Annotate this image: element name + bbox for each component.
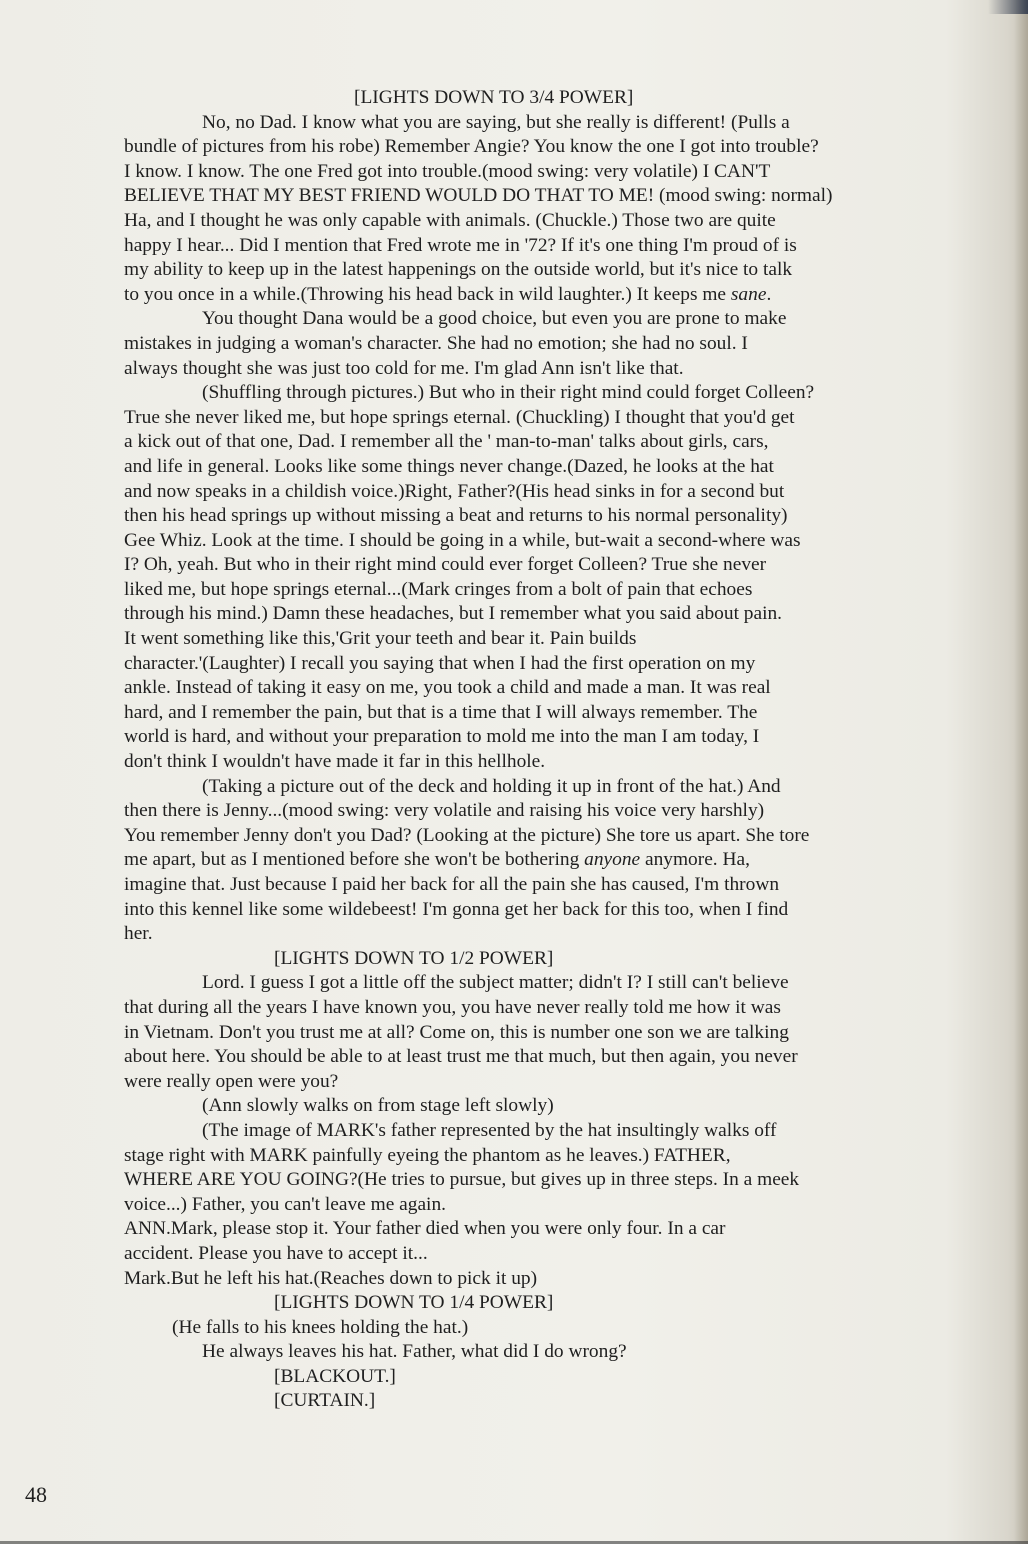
text-line: ANN.Mark, please stop it. Your father died when you were only four. In a car [124, 1218, 726, 1240]
text-line: accident. Please you have to accept it... [124, 1242, 428, 1264]
text-line: mistakes in judging a woman's character. She had no emotion; she had no soul. I [124, 332, 748, 354]
italic-word: sane [730, 283, 767, 305]
stage-cue: [LIGHTS DOWN TO 1/2 POWER] [274, 947, 554, 969]
stage-direction: (He falls to his knees holding the hat.) [172, 1316, 469, 1338]
text-span: . [766, 283, 772, 305]
text-line: then there is Jenny...(mood swing: very volatile and raising his voice very harshly) [124, 800, 765, 822]
stage-direction: (The image of MARK's father represented by the hat insultingly walks off [202, 1119, 777, 1141]
page-edge-shadow [1014, 0, 1028, 1544]
text-line: a kick out of that one, Dad. I remember all the ' man-to-man' talks about girls, cars, [124, 431, 769, 453]
text-line: voice...) Father, you can't leave me again. [124, 1193, 446, 1215]
text-line: into this kennel like some wildebeest! I'm gonna get her back for this too, when I find [124, 898, 789, 920]
text-line [124, 283, 954, 308]
text-line: and now speaks in a childish voice.)Right, Father?(His head sinks in for a second but [124, 480, 785, 502]
text-line: that during all the years I have known you, you have never really told me how it was [124, 996, 781, 1018]
page-number: 48 [25, 1482, 47, 1507]
script-text [124, 86, 954, 1414]
stage-cue: [LIGHTS DOWN TO 3/4 POWER] [354, 87, 634, 108]
text-line: Mark.But he left his hat.(Reaches down to pick it up) [124, 1267, 538, 1289]
text-line: through his mind.) Damn these headaches, but I remember what you said about pain. [124, 603, 783, 625]
text-line: always thought she was just too cold for me. I'm glad Ann isn't like that. [124, 357, 684, 379]
text-line: True she never liked me, but hope springs eternal. (Chuckling) I thought that you'd get [124, 406, 795, 428]
italic-word: anyone [584, 849, 641, 871]
text-line: WHERE ARE YOU GOING?(He tries to pursue, but gives up in three steps. In a meek [124, 1169, 800, 1191]
text-line: in Vietnam. Don't you trust me at all? Come on, this is number one son we are talking [124, 1021, 789, 1043]
text-line: her. [124, 923, 153, 945]
text-line: hard, and I remember the pain, but that is a time that I will always remember. The [124, 701, 758, 723]
text-line: bundle of pictures from his robe) Remember Angie? You know the one I got into trouble? [124, 136, 819, 158]
text-line: I know. I know. The one Fred got into trouble.(mood swing: very volatile) I CAN'T [124, 160, 771, 182]
scan-corner-mark [988, 0, 1028, 14]
text-line: ankle. Instead of taking it easy on me, you took a child and made a man. It was real [124, 677, 771, 699]
text-line: were really open were you? [124, 1070, 339, 1092]
text-line: then his head springs up without missing a beat and returns to his normal personality) [124, 505, 788, 527]
text-line: world is hard, and without your preparation to mold me into the man I am today, I [124, 726, 760, 748]
text-line: stage right with MARK painfully eyeing the phantom as he leaves.) FATHER, [124, 1144, 731, 1166]
text-line: No, no Dad. I know what you are saying, but she really is different! (Pulls a [202, 111, 790, 133]
text-line: BELIEVE THAT MY BEST FRIEND WOULD DO THAT TO ME! (mood swing: normal) [124, 185, 833, 207]
text-line: (Taking a picture out of the deck and holding it up in front of the hat.) And [202, 775, 781, 797]
text-line: liked me, but hope springs eternal...(Mark cringes from a bolt of pain that echoes [124, 578, 753, 600]
text-line: He always leaves his hat. Father, what did I do wrong? [202, 1341, 627, 1363]
text-line: You remember Jenny don't you Dad? (Looking at the picture) She tore us apart. She tore [124, 824, 810, 846]
text-line: It went something like this,'Grit your teeth and bear it. Pain builds [124, 628, 637, 650]
text-line: about here. You should be able to at least trust me that much, but then again, you never [124, 1046, 798, 1068]
text-line: don't think I wouldn't have made it far in this hellhole. [124, 751, 546, 773]
text-line: imagine that. Just because I paid her back for all the pain she has caused, I'm thrown [124, 874, 780, 895]
text-line: (Shuffling through pictures.) But who in their right mind could forget Colleen? [202, 382, 815, 404]
text-span: me apart, but as I mentioned before she won't be bothering [124, 849, 585, 871]
stage-cue: [BLACKOUT.] [274, 1365, 396, 1387]
stage-cue: [CURTAIN.] [274, 1390, 376, 1412]
text-line [124, 848, 954, 873]
stage-cue: [LIGHTS DOWN TO 1/4 POWER] [274, 1292, 554, 1314]
text-line: Lord. I guess I got a little off the subject matter; didn't I? I still can't believe [202, 972, 789, 994]
text-span: to you once in a while.(Throwing his head back in wild laughter.) It keeps me [124, 283, 731, 305]
text-line: You thought Dana would be a good choice, but even you are prone to make [202, 308, 787, 330]
stage-direction: (Ann slowly walks on from stage left slowly) [202, 1095, 554, 1117]
text-line: I? Oh, yeah. But who in their right mind could ever forget Colleen? True she never [124, 554, 767, 576]
text-line: character.'(Laughter) I recall you saying that when I had the first operation on my [124, 652, 756, 674]
text-line: my ability to keep up in the latest happenings on the outside world, but it's nice to talk [124, 259, 793, 281]
text-span: anymore. Ha, [640, 849, 750, 871]
text-line: Gee Whiz. Look at the time. I should be going in a while, but-wait a second-where was [124, 529, 801, 551]
text-line: happy I hear... Did I mention that Fred wrote me in '72? If it's one thing I'm proud of is [124, 234, 797, 256]
text-line: Ha, and I thought he was only capable with animals. (Chuckle.) Those two are quite [124, 209, 776, 231]
text-line: and life in general. Looks like some things never change.(Dazed, he looks at the hat [124, 455, 774, 477]
